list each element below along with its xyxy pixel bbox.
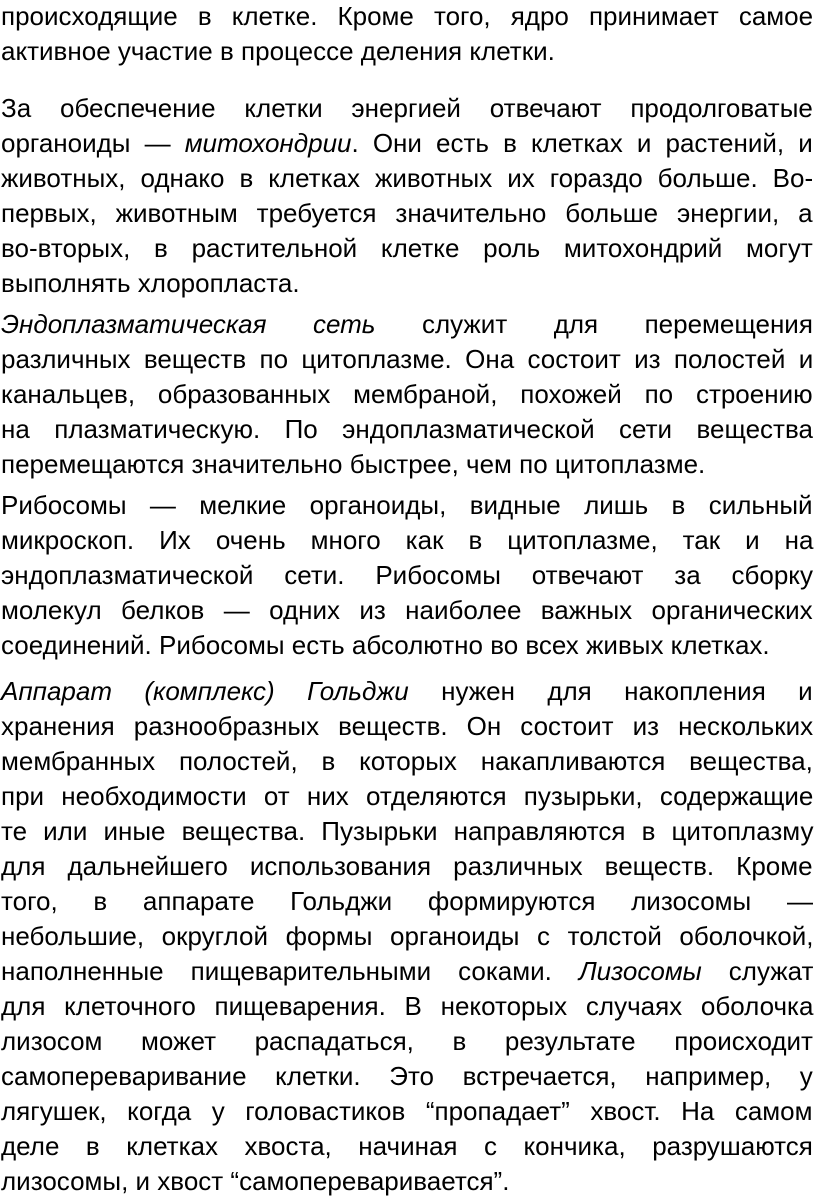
paragraph-ribosomes (1, 488, 813, 663)
text-segment: происходящие в клетке. Кроме того, ядро принимает самое (1, 1, 814, 31)
text-line (1, 779, 813, 814)
text-segment: первых, животным требуется значительно больше энергии, а (1, 198, 813, 228)
text-segment: для клеточного пищеварения. В некоторых случаях оболочка (1, 991, 814, 1021)
text-segment: того, в аппарате Гольджи формируются лизосомы — (1, 886, 813, 916)
text-line (1, 91, 813, 126)
text-segment: эндоплазматической сети. Рибосомы отвечают за сборку (1, 560, 813, 590)
text-line (1, 307, 813, 342)
text-line (1, 447, 813, 482)
text-segment: перемещаются значительно быстрее, чем по цитоплазме. (1, 449, 706, 479)
text-segment: различных веществ по цитоплазме. Она состоит из полостей и (1, 344, 814, 374)
text-segment: животных, однако в клетках животных их гораздо больше. Во- (1, 163, 814, 193)
text-line (1, 709, 813, 744)
text-segment: самопереваривание клетки. Это встречается, например, у (1, 1061, 813, 1091)
text-segment: выполнять хлоропласта. (1, 268, 300, 298)
text-line (1, 0, 813, 34)
text-line (1, 744, 813, 779)
text-line (1, 342, 813, 377)
text-segment: лизосом может распадаться, в результате происходит (1, 1026, 813, 1056)
text-line (1, 814, 813, 849)
text-line (1, 126, 813, 161)
italic-term: Аппарат (комплекс) Гольджи (1, 676, 409, 706)
text-segment: молекул белков — одних из наиболее важных органических (1, 595, 813, 625)
text-segment: микроскоп. Их очень много как в цитоплазме, так и на (1, 525, 814, 555)
text-segment: хранения разнообразных веществ. Он состоит из нескольких (1, 711, 814, 741)
text-segment: на плазматическую. По эндоплазматической сети вещества (1, 414, 813, 444)
text-segment: . Они есть в клетках и растений, и (351, 128, 813, 158)
text-line (1, 919, 813, 954)
text-segment: для дальнейшего использования различных веществ. Кроме (1, 851, 813, 881)
text-segment: нужен для накопления и (408, 676, 813, 706)
text-segment: наполненные пищеварительными соками. (1, 956, 579, 986)
text-segment: служит для перемещения (375, 309, 813, 339)
text-line (1, 488, 813, 523)
text-segment: Рибосомы — мелкие органоиды, видные лишь в сильный (1, 490, 813, 520)
text-line (1, 266, 813, 301)
text-line (1, 161, 813, 196)
text-line (1, 377, 813, 412)
text-line (1, 989, 813, 1024)
text-segment: За обеспечение клетки энергией отвечают продолговатые (1, 93, 813, 123)
paragraph-golgi-apparatus (1, 674, 813, 1199)
text-line (1, 196, 813, 231)
text-segment: активное участие в процессе деления клетки. (1, 36, 555, 66)
text-line (1, 523, 813, 558)
text-line (1, 1164, 813, 1199)
text-line (1, 674, 813, 709)
italic-term: Лизосомы (578, 956, 702, 986)
italic-term: Эндоплазматическая сеть (1, 309, 376, 339)
text-segment: при необходимости от них отделяются пузырьки, содержащие (1, 781, 814, 811)
paragraph-endoplasmic-reticulum (1, 307, 813, 482)
text-segment: мембранных полостей, в которых накапливаются вещества, (1, 746, 813, 776)
italic-term: митохондрии (184, 128, 352, 158)
text-segment: во-вторых, в растительной клетке роль митохондрий могут (1, 233, 813, 263)
text-segment: соединений. Рибосомы есть абсолютно во всех живых клетках. (1, 630, 770, 660)
paragraph-mitochondria (1, 91, 813, 301)
text-segment: служат (701, 956, 814, 986)
text-line (1, 1094, 813, 1129)
text-segment: небольшие, округлой формы органоиды с толстой оболочкой, (1, 921, 814, 951)
text-line (1, 884, 813, 919)
text-line (1, 1129, 813, 1164)
text-line (1, 628, 813, 663)
text-segment: деле в клетках хвоста, начиная с кончика, разрушаются (1, 1131, 813, 1161)
text-line (1, 1059, 813, 1094)
text-segment: лизосомы, и хвост “самопереваривается”. (1, 1166, 510, 1196)
text-line (1, 954, 813, 989)
text-line (1, 231, 813, 266)
text-line (1, 849, 813, 884)
text-line (1, 412, 813, 447)
text-line (1, 1024, 813, 1059)
text-line (1, 593, 813, 628)
text-line (1, 34, 813, 69)
paragraph-nucleus-end (1, 0, 813, 69)
text-segment: канальцев, образованных мембраной, похожей по строению (1, 379, 813, 409)
text-line (1, 558, 813, 593)
text-segment: те или иные вещества. Пузырьки направляются в цитоплазму (1, 816, 814, 846)
text-segment: органоиды — (1, 128, 185, 158)
text-segment: лягушек, когда у головастиков “пропадает” хвост. На самом (1, 1096, 813, 1126)
